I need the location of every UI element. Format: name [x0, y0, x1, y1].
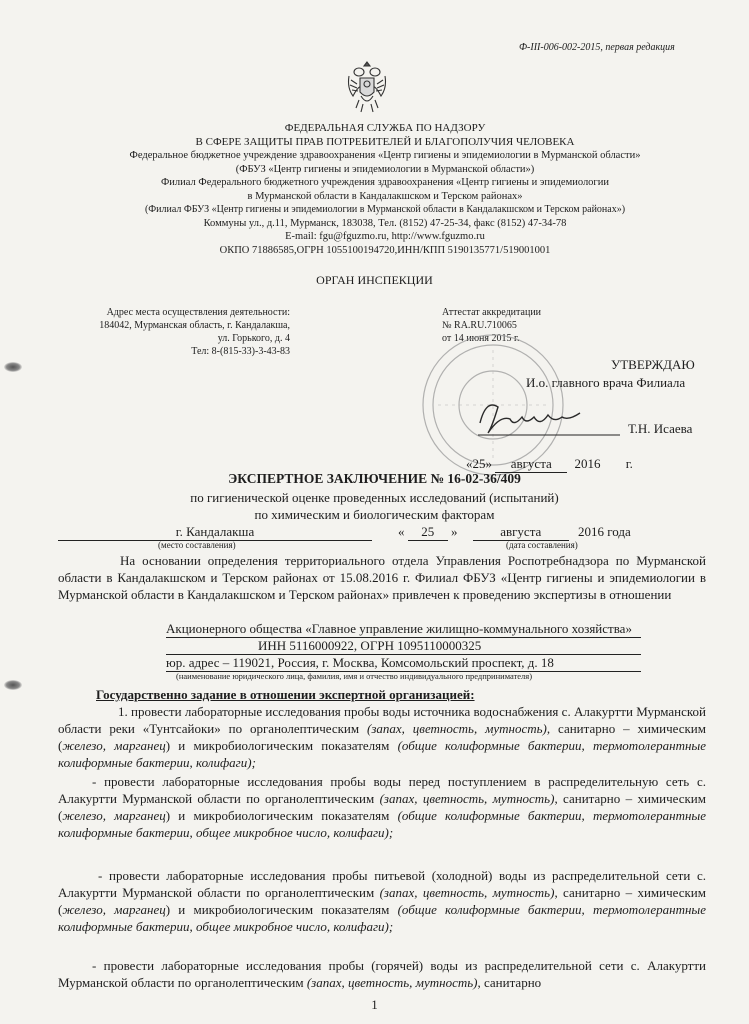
task-text: (запах, цветность, мутность)	[379, 885, 555, 900]
header-line: Федеральное бюджетное учреждение здравоохранения «Центр гигиены и эпидемиологии в Мурманской области»	[129, 150, 641, 161]
conclusion-date	[398, 523, 631, 541]
task-heading: Государственно задание в отношении экспертной организацией:	[96, 687, 475, 702]
task-text: , санитарно – химическим (	[58, 721, 706, 753]
place-caption: (место составления)	[158, 540, 236, 550]
date-caption: (дата составления)	[506, 540, 578, 550]
conclusion-place: г. Кандалакша	[58, 523, 372, 541]
conclusion-subtitle: по химическим и биологическим факторам	[254, 507, 495, 522]
accreditation-line: Аттестат аккредитации	[442, 307, 542, 318]
approval-role: И.о. главного врача Филиала	[526, 375, 686, 390]
address-line: Адрес места осуществления деятельности:	[106, 307, 290, 318]
form-code: Ф-III-006-002-2015, первая редакция	[519, 42, 675, 53]
signature-image	[470, 393, 630, 443]
header-line: (Филиал ФБУЗ «Центр гигиены и эпидемиологии в Мурманской области в Кандалакшском и Терском районах»)	[144, 204, 626, 215]
approval-date-suffix: г.	[625, 456, 633, 471]
task-text: железо, марганец	[62, 808, 166, 823]
org-name: Акционерного общества «Главное управление жилищно-коммунального хозяйства»	[166, 621, 632, 636]
conclusion-subtitle: по гигиенической оценке проведенных исследований (испытаний)	[190, 490, 559, 505]
header-line: (ФБУЗ «Центр гигиены и эпидемиологии в Мурманской области»)	[235, 163, 535, 175]
task-item-4	[58, 957, 706, 991]
task-item-2	[58, 773, 706, 841]
coat-of-arms-icon	[345, 58, 389, 116]
task-text: , санитарно – химическим (	[58, 791, 706, 823]
organ-title: ОРГАН ИНСПЕКЦИИ	[316, 273, 433, 287]
task-text: (запах, цветность, мутность)	[367, 721, 547, 736]
approval-signatory: Т.Н. Исаева	[628, 421, 693, 436]
org-address: юр. адрес – 119021, Россия, г. Москва, Комсомольский проспект, д. 18	[166, 655, 554, 670]
task-text: ) и микробиологическим показателям	[165, 738, 398, 753]
address-block	[60, 306, 290, 358]
approval-date-month: августа	[495, 455, 567, 473]
task-text: ) и микробиологическим показателям	[165, 902, 398, 917]
date-quote-close: »	[451, 524, 458, 539]
task-text: железо, марганец	[62, 902, 166, 917]
task-text: 1. провести лабораторные исследования пробы воды источника водоснабжения с. Алакуртти Мурманской области реки «Тунтсайоки» по органолептическим	[58, 704, 706, 736]
task-text: (запах, цветность, мутность)	[379, 791, 555, 806]
address-line: Тел: 8-(815-33)-3-43-83	[191, 346, 290, 357]
header-line: Филиал Федерального бюджетного учреждения здравоохранения «Центр гигиены и эпидемиологии	[161, 177, 609, 188]
task-item-1	[58, 703, 706, 771]
punch-hole	[4, 680, 22, 690]
task-text: (общие колиформные бактерии, термотолерантные колиформные бактерии, колифаги);	[58, 738, 706, 770]
task-text: (запах, цветность, мутность)	[306, 975, 478, 990]
approval-date-year: 2016	[574, 456, 601, 471]
task-text: , санитарно – химическим (	[58, 885, 706, 917]
conclusion-title: ЭКСПЕРТНОЕ ЗАКЛЮЧЕНИЕ № 16-02-36/409	[228, 471, 521, 486]
approval-title: УТВЕРЖДАЮ	[611, 357, 695, 372]
org-ids: ИНН 5116000922, ОГРН 1095110000325	[258, 638, 482, 653]
task-text: железо, марганец	[62, 738, 166, 753]
date-day: 25	[408, 523, 448, 541]
task-text: - провести лабораторные исследования пробы воды перед поступлением в распределительную сеть с. Алакуртти Мурманской области по органолептическим	[58, 774, 706, 806]
header-line: ОКПО 71886585,ОГРН 1055100194720,ИНН/КПП 5190135771/519001001	[219, 244, 551, 256]
task-text: (общие колиформные бактерии, термотолерантные колиформные бактерии, общее микробное число, колифаги);	[58, 808, 706, 840]
header-line: Коммуны ул., д.11, Мурманск, 183038, Тел. (8152) 47-25-34, факс (8152) 47-34-78	[203, 217, 567, 229]
task-text: (общие колиформные бактерии, термотолерантные колиформные бактерии, общее микробное число, колифаги);	[58, 902, 706, 934]
task-item-3	[58, 867, 706, 935]
address-line: 184042, Мурманская область, г. Кандалакша,	[99, 320, 290, 331]
header-line: В СФЕРЕ ЗАЩИТЫ ПРАВ ПОТРЕБИТЕЛЕЙ И БЛАГОПОЛУЧИЯ ЧЕЛОВЕКА	[195, 135, 575, 148]
approval-date-day: «25»	[466, 456, 492, 471]
accreditation-line: от 14 июня 2015 г.	[442, 333, 520, 344]
page-number: 1	[371, 997, 378, 1012]
address-line: ул. Горького, д. 4	[217, 333, 290, 344]
header-line: в Мурманской области в Кандалакшском и Терском районах»	[247, 190, 523, 202]
basis-paragraph: На основании определения территориального отдела Управления Роспотребнадзора по Мурманской области в Кандалакшском и Терском районах от 15.08.2016 г. Филиал ФБУЗ «Центр гигиены и эпидемиологии в Мурманской области в Кандалакшском и Терском районах» привлечен к проведению экспертизы в отношении	[58, 553, 706, 602]
task-text: ) и микробиологическим показателям	[165, 808, 398, 823]
task-text: - провести лабораторные исследования пробы (горячей) воды из распределительной сети с. Алакуртти Мурманской области по органолептическим	[58, 958, 706, 990]
punch-hole	[4, 362, 22, 372]
org-caption: (наименование юридического лица, фамилия, имя и отчество индивидуального предпринимателя)	[176, 671, 533, 681]
date-year: 2016 года	[578, 524, 631, 539]
date-month: августа	[473, 523, 569, 541]
date-quote-open: «	[398, 524, 405, 539]
header-line: E-mail: fgu@fguzmo.ru, http://www.fguzmo.ru	[285, 231, 485, 242]
task-text: - провести лабораторные исследования пробы питьевой (холодной) воды из распределительной сети с. Алакуртти Мурманской области по органолептическим	[58, 868, 706, 900]
accreditation-line: № RA.RU.710065	[442, 320, 517, 331]
task-text: , санитарно	[477, 975, 542, 990]
header-line: ФЕДЕРАЛЬНАЯ СЛУЖБА ПО НАДЗОРУ	[284, 122, 486, 134]
issuer-header	[60, 122, 710, 257]
